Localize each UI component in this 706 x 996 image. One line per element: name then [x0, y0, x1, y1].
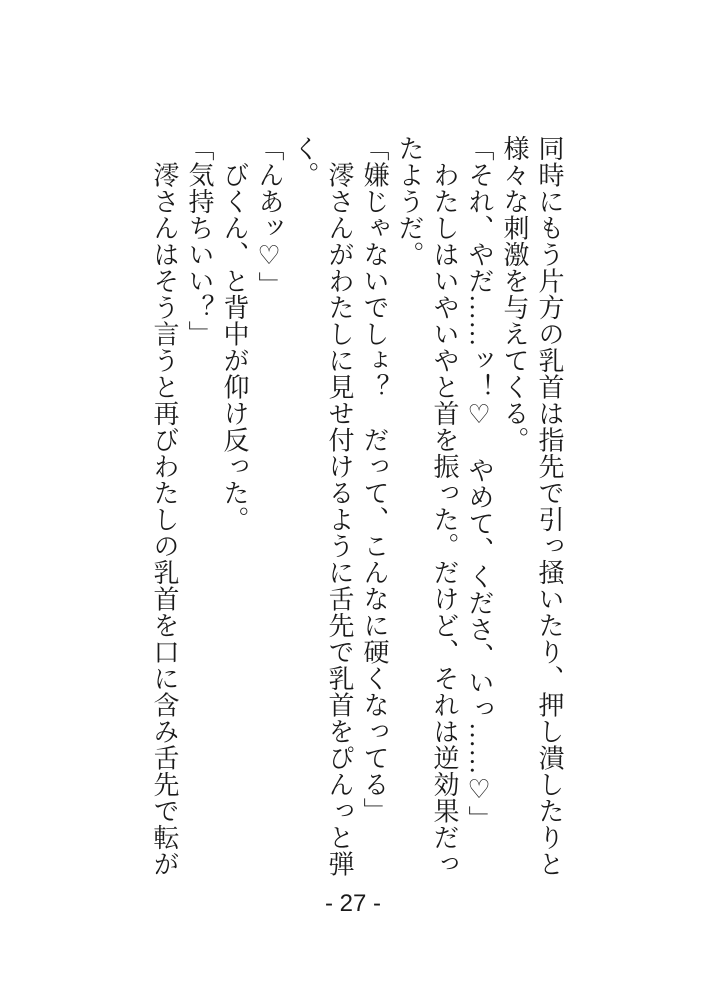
text-line: 様々な刺激を与えてくる。	[500, 135, 529, 453]
text-line: 澪さんがわたしに見せ付けるように舌先で乳首をぴんっと弾	[325, 135, 354, 877]
text-line: 「気持ちいい？」	[185, 135, 214, 347]
text-line: 同時にもう片方の乳首は指先で引っ掻いたり、押し潰したりと	[535, 135, 564, 877]
text-line: く。	[290, 135, 319, 188]
text-line: たようだ。	[395, 135, 424, 268]
page-number: - 27 -	[324, 890, 381, 917]
text-line: 「嫌じゃないでしょ？ だって、こんなに硬くなってる」	[360, 135, 389, 824]
text-line: 「んあッ♡」	[255, 135, 284, 298]
text-line: わたしはいやいやと首を振った。だけど、それは逆効果だっ	[430, 135, 459, 877]
page-text	[147, 135, 567, 883]
text-line: 「それ、やだ……ッ！♡ やめて、くださ、いっ……♡」	[465, 135, 494, 832]
text-line: びくん、と背中が仰け反った。	[220, 135, 249, 533]
text-line: 澪さんはそう言うと再びわたしの乳首を口に含み舌先で転が	[150, 135, 179, 877]
